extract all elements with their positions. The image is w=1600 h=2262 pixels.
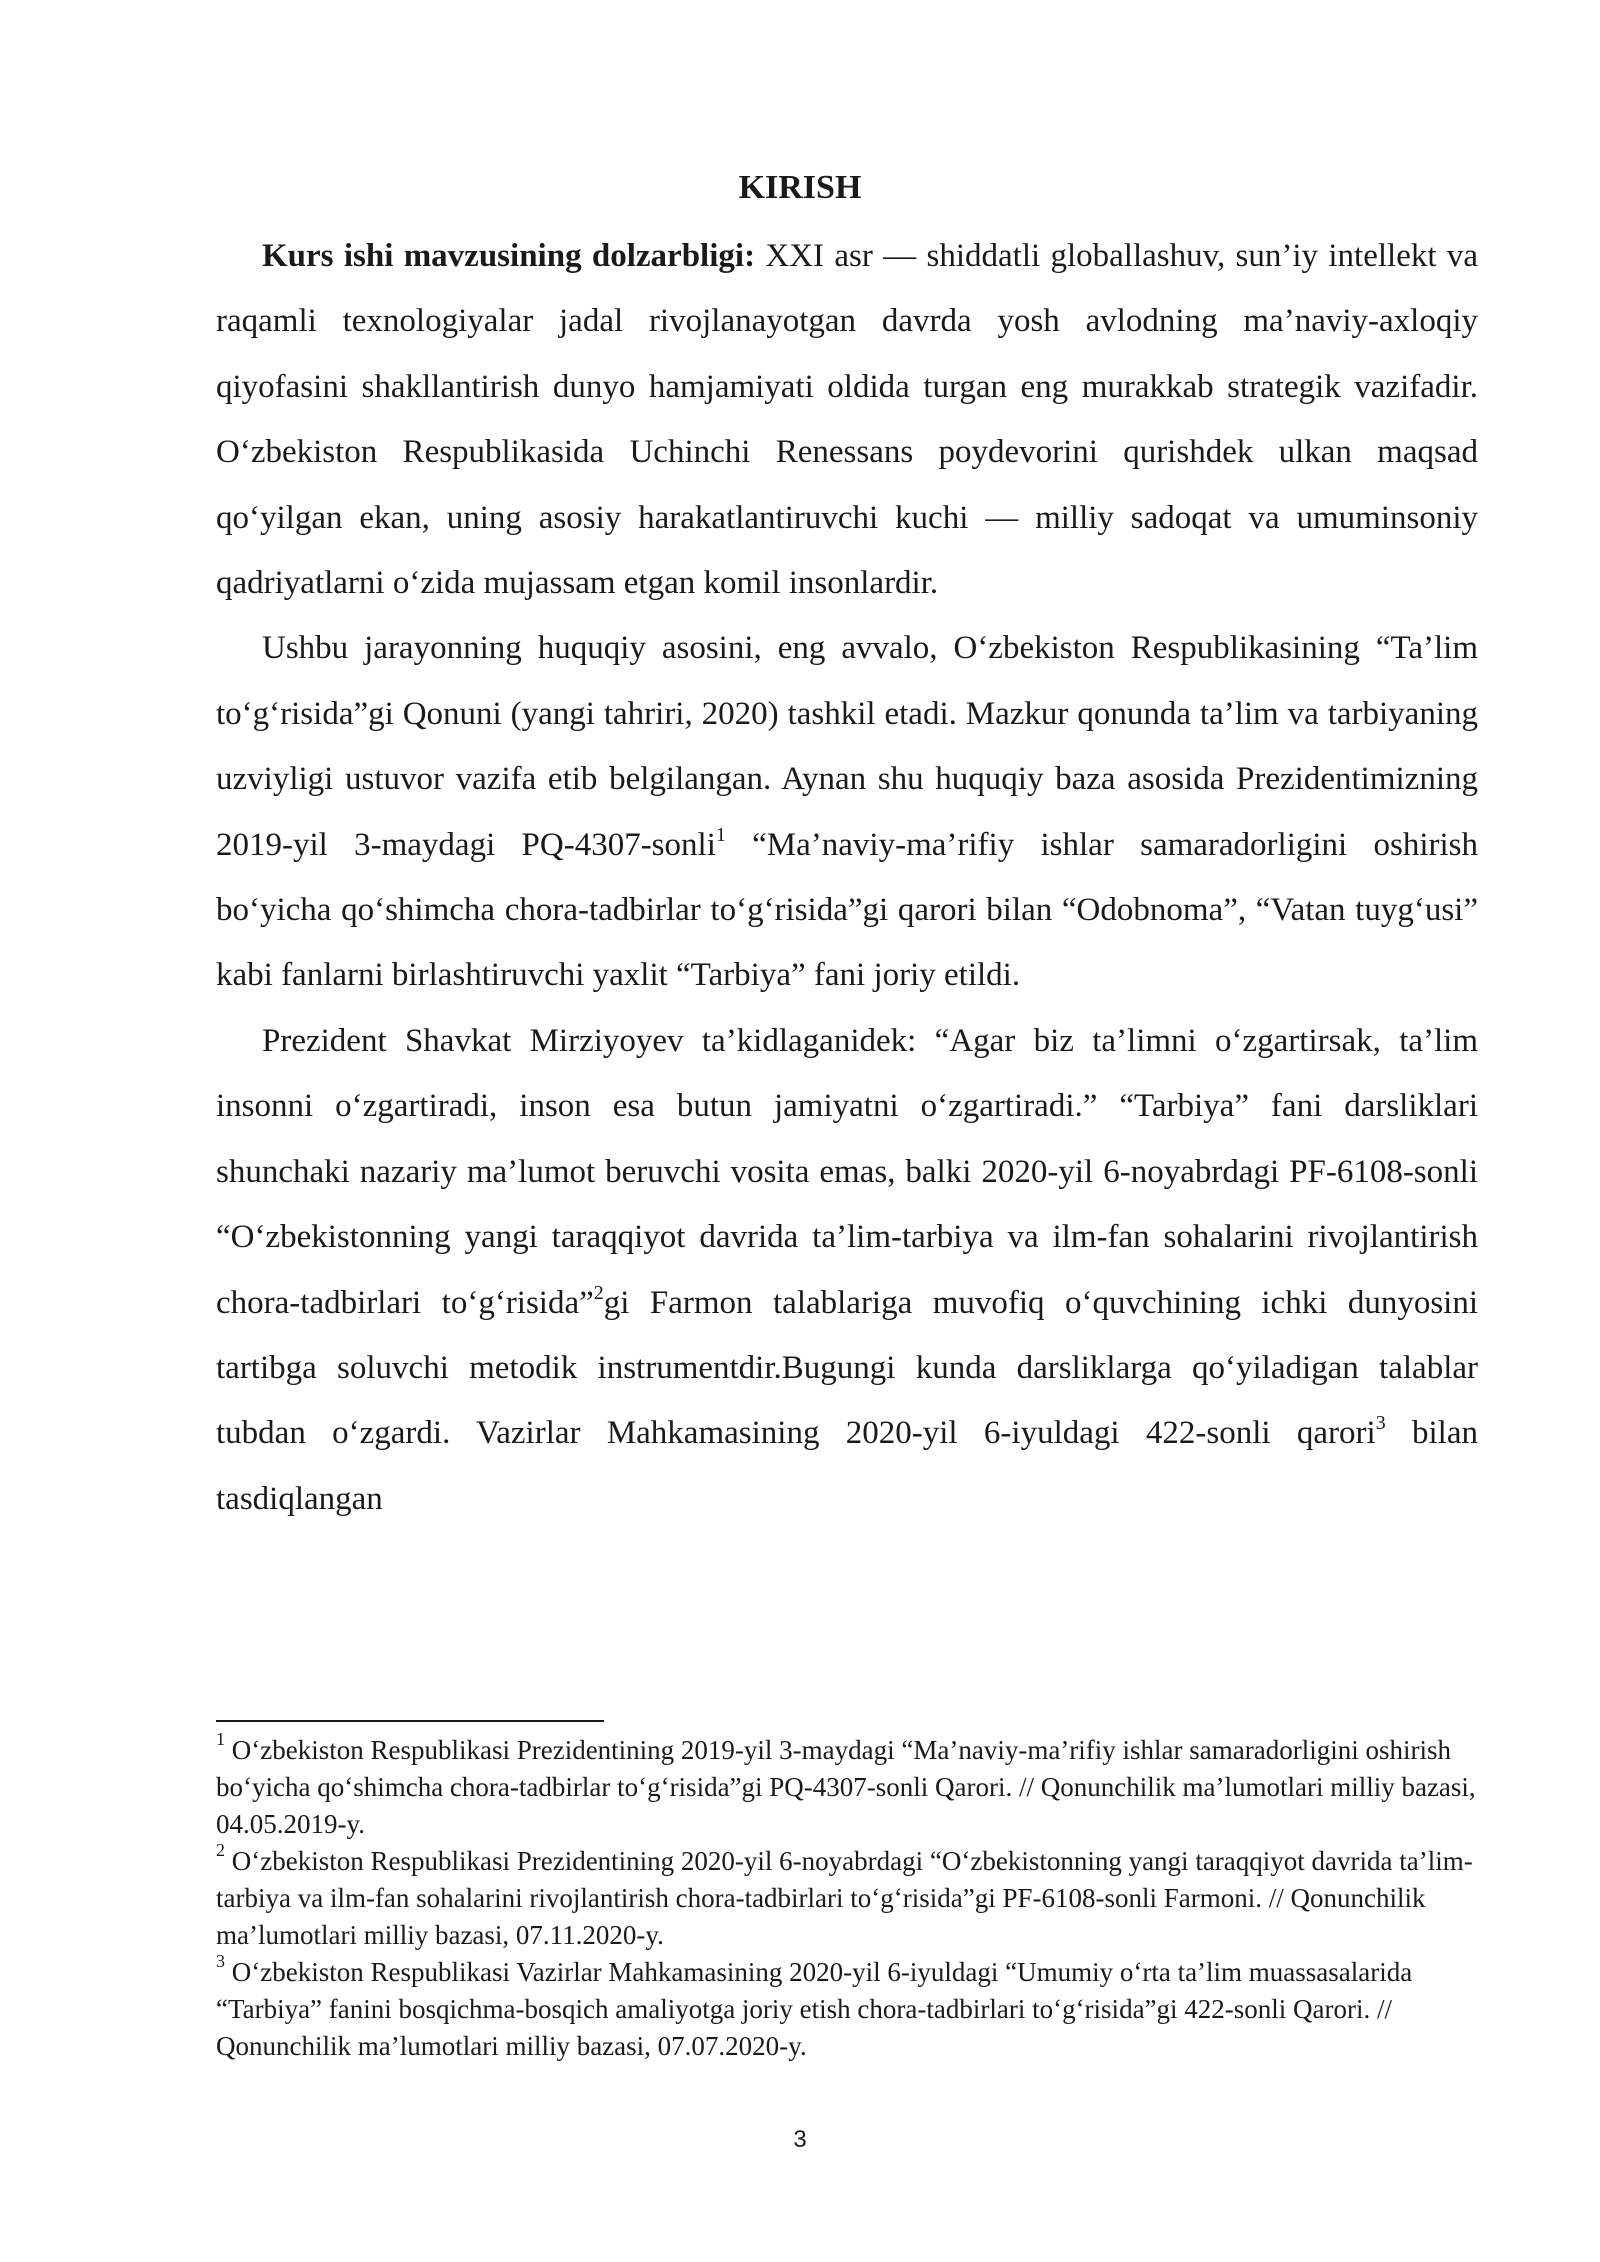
legal-basis-text-2: “Ma’naviy-ma’rifiy ishlar samaradorligini oshirish bo‘yicha qo‘shimcha chora-tadbirlar to‘g‘risida”gi qarori bilan “Odobnoma”, “Vatan tuyg‘usi” kabi fanlarni birlashtiruvchi yaxlit “Tarbiya” fani joriy etildi. xyxy=(216,826,1479,994)
paragraph-relevance xyxy=(216,224,1478,616)
paragraph-legal-basis xyxy=(216,616,1478,1008)
relevance-heading: Kurs ishi mavzusining dolzarbligi: xyxy=(262,238,756,274)
quote-text-3: bilan tasdiqlangan xyxy=(216,1415,1478,1517)
footnote-divider xyxy=(216,1720,604,1722)
main-text xyxy=(216,224,1478,1532)
relevance-text: XXI asr — shiddatli globallashuv, sun’iy intellekt va raqamli texnologiyalar jadal rivojlanayotgan davrda yosh avlodning ma’naviy-axloqiy qiyofasini shakllantirish dunyo hamjamiyati oldida turgan eng murakkab strategik vazifadir. O‘zbekiston Respublikasida Uchinchi Renessans poydevorini qurishdek ulkan maqsad qo‘yilgan ekan, uning asosiy harakatlantiruvchi kuchi — milliy sadoqat va umuminsoniy qadriyatlarni o‘zida mujassam etgan komil insonlardir. xyxy=(216,238,1478,602)
footnote-mark: 2 xyxy=(216,1840,225,1860)
paragraph-president-quote xyxy=(216,1009,1478,1532)
footnote-text: O‘zbekiston Respublikasi Prezidentining 2020-yil 6-noyabrdagi “O‘zbekistonning yangi taraqqiyot davrida ta’lim-tarbiya va ilm-fan sohalarini rivojlantirish chora-tadbirlari to‘g‘risida”gi PF-6108-sonli Farmoni. // Qonunchilik ma’lumotlari milliy bazasi, 07.11.2020-y. xyxy=(216,1846,1473,1950)
quote-text-2: gi Farmon talablariga muvofiq o‘quvchining ichki dunyosini tartibga soluvchi metodik instrumentdir.Bugungi kunda darsliklarga qo‘yiladigan talablar tubdan o‘zgardi. Vazirlar Mahkamasining 2020-yil 6-iyuldagi 422-sonli qarori xyxy=(216,1284,1478,1452)
page-title: KIRISH xyxy=(738,169,862,206)
footnote-3 xyxy=(216,1951,1478,2065)
footnote-text: O‘zbekiston Respublikasi Prezidentining 2019-yil 3-maydagi “Ma’naviy-ma’rifiy ishlar samaradorligini oshirish bo‘yicha qo‘shimcha chora-tadbirlar to‘g‘risida”gi PQ-4307-sonli Qarori. // Qonunchilik ma’lumotlari milliy bazasi, 04.05.2019-y. xyxy=(216,1735,1476,1839)
footnote-ref-2[interactable]: 2 xyxy=(593,1281,604,1304)
footnote-ref-1[interactable]: 1 xyxy=(715,823,726,846)
footnote-ref-3[interactable]: 3 xyxy=(1375,1412,1386,1435)
page-number: 3 xyxy=(793,2126,807,2153)
footnote-mark: 1 xyxy=(216,1729,225,1749)
footnote-2 xyxy=(216,1840,1478,1954)
legal-basis-text-1: Ushbu jarayonning huquqiy asosini, eng avvalo, O‘zbekiston Respublikasining “Ta’lim to‘g‘risida”gi Qonuni (yangi tahriri, 2020) tashkil etadi. Mazkur qonunda ta’lim va tarbiyaning uzviyligi ustuvor vazifa etib belgilangan. Aynan shu huquqiy baza asosida Prezidentimizning 2019-yil 3-maydagi PQ-4307-sonli xyxy=(216,630,1478,863)
footnote-mark: 3 xyxy=(216,1951,225,1971)
footnote-text: O‘zbekiston Respublikasi Vazirlar Mahkamasining 2020-yil 6-iyuldagi “Umumiy o‘rta ta’lim muassasalarida “Tarbiya” fanini bosqichma-bosqich amaliyotga joriy etish chora-tadbirlari to‘g‘risida”gi 422-sonli Qarori. // Qonunchilik ma’lumotlari milliy bazasi, 07.07.2020-y. xyxy=(216,1957,1413,2061)
footnotes xyxy=(216,1729,1478,2065)
quote-text-1: Prezident Shavkat Mirziyoyev ta’kidlaganidek: “Agar biz ta’limni o‘zgartirsak, ta’lim insonni o‘zgartiradi, inson esa butun jamiyatni o‘zgartiradi.” “Tarbiya” fani darsliklari shunchaki nazariy ma’lumot beruvchi vosita emas, balki 2020-yil 6-noyabrdagi PF-6108-sonli “O‘zbekistonning yangi taraqqiyot davrida ta’lim-tarbiya va ilm-fan sohalarini rivojlantirish chora-tadbirlari to‘g‘risida” xyxy=(216,1022,1478,1321)
footnote-1 xyxy=(216,1729,1478,1843)
